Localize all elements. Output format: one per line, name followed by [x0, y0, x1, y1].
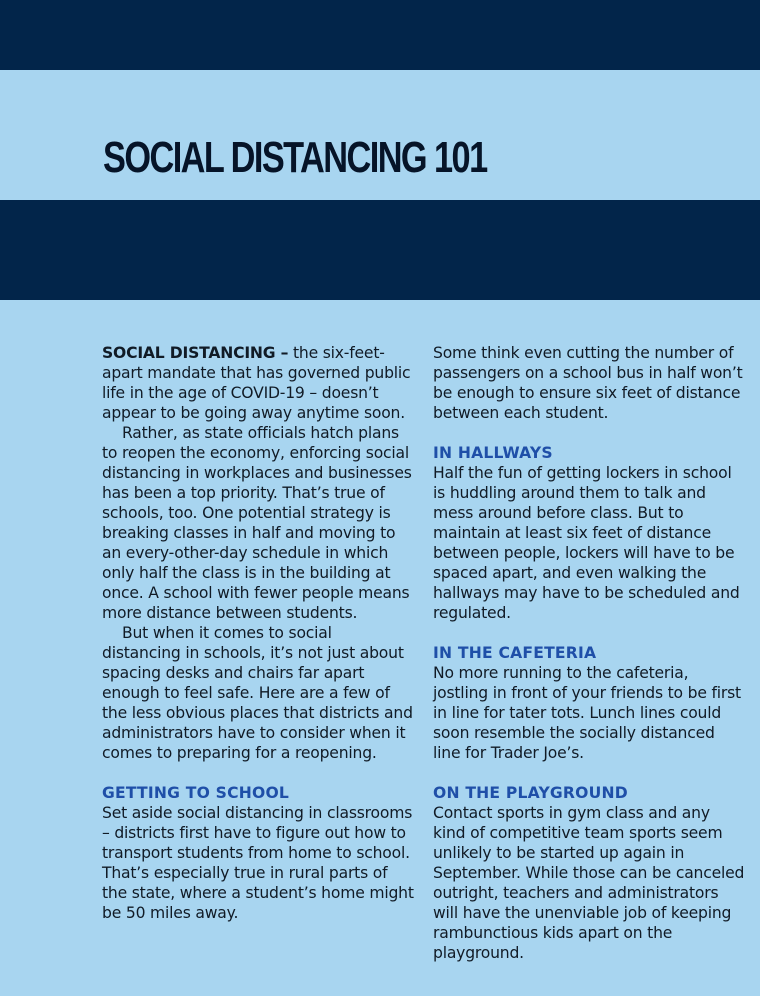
paragraph-less-obvious-places: But when it comes to social distancing in schools, it’s not just about spacing desks and chairs far apart enough to feel safe. Here are a few of the less obvious places that districts and administrators have to consider when it comes to preparing for a reopening.: [102, 624, 413, 762]
paragraph-in-hallways: Half the fun of getting lockers in school is huddling around them to talk and mess around before class. But to maintain at least six feet of distance between people, lockers will have to be spaced apart, and even walking the hallways may have to be scheduled and regulated.: [433, 464, 740, 622]
intro-lead-in: SOCIAL DISTANCING –: [102, 344, 289, 362]
paragraph-reopen-economy: Rather, as state officials hatch plans to reopen the economy, enforcing social distancing in workplaces and businesses has been a top priority. That’s true of schools, too. One potential strategy is breaking classes in half and moving to an every-other-day schedule in which only half the class is in the building at once. A school with fewer people means more distance between students.: [102, 424, 412, 622]
heading-in-the-cafeteria: IN THE CAFETERIA: [433, 644, 597, 662]
heading-getting-to-school: GETTING TO SCHOOL: [102, 784, 290, 802]
middle-navy-band: [0, 200, 760, 300]
right-column: [433, 343, 745, 963]
top-navy-band: [0, 0, 760, 70]
intro-text: the six-feet-apart mandate that has governed public life in the age of COVID-19 – doesn’t appear to be going away anytime soon.: [102, 344, 411, 422]
heading-in-hallways: IN HALLWAYS: [433, 444, 553, 462]
left-column: [102, 343, 414, 923]
intro-paragraph: [102, 343, 414, 423]
heading-on-the-playground: ON THE PLAYGROUND: [433, 784, 628, 802]
paragraph-school-bus: Some think even cutting the number of passengers on a school bus in half won’t be enough to ensure six feet of distance between each student.: [433, 344, 743, 422]
paragraph-getting-to-school: Set aside social distancing in classrooms – districts first have to figure out how to transport students from home to school. That’s especially true in rural parts of the state, where a student’s home might be 50 miles away.: [102, 804, 414, 922]
paragraph-in-the-cafeteria: No more running to the cafeteria, jostling in front of your friends to be first in line for tater tots. Lunch lines could soon resemble the socially distanced line for Trader Joe’s.: [433, 664, 741, 762]
page-title: SOCIAL DISTANCING 101: [103, 133, 487, 182]
paragraph-on-the-playground: Contact sports in gym class and any kind of competitive team sports seem unlikely to be started up again in September. While those can be canceled outright, teachers and administrators will have the unenviable job of keeping rambunctious kids apart on the playground.: [433, 804, 745, 962]
